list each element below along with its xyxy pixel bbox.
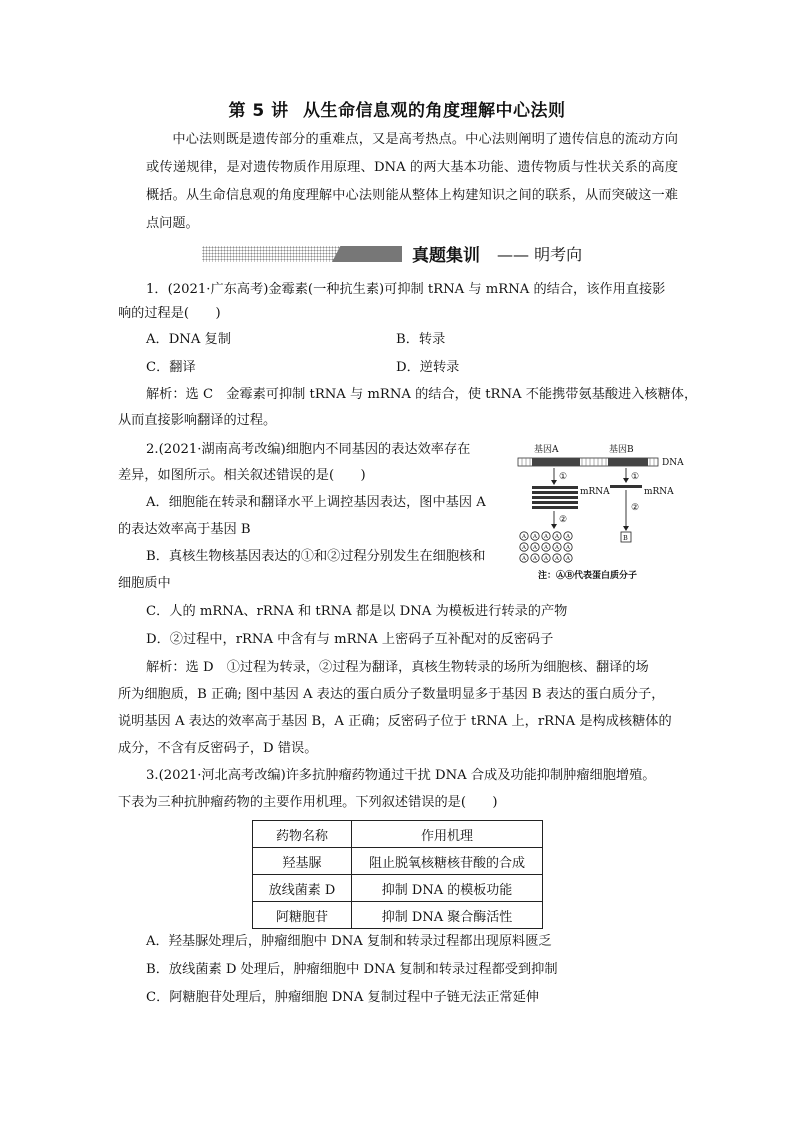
banner-label: 真题集训 <box>412 246 480 266</box>
svg-text:A: A <box>566 556 570 562</box>
q3-stem-line2: 下表为三种抗肿瘤药物的主要作用机理。下列叙述错误的是( ) <box>118 795 498 810</box>
gene-a-label: 基因A <box>534 445 559 455</box>
svg-text:A: A <box>533 556 537 562</box>
gene-b-label: 基因B <box>609 445 634 455</box>
dna-strand <box>518 458 658 466</box>
page-title <box>0 96 794 121</box>
q3-stem-line1: 3.(2021·河北高考改编)许多抗肿瘤药物通过干扰 DNA 合成及功能抑制肿瘤细胞增殖。 <box>146 768 656 783</box>
lecture-number: 第 5 讲 <box>228 101 289 121</box>
svg-text:A: A <box>544 545 548 551</box>
gene-expression-diagram <box>514 438 686 598</box>
arrowhead-b-1 <box>623 478 629 483</box>
banner-dots-decoration <box>202 246 340 262</box>
svg-text:A: A <box>544 556 548 562</box>
step-2-label-b: ② <box>631 503 640 513</box>
q1-stem-line1: 1．(2021·广东高考)金霉素(一种抗生素)可抑制 tRNA 与 mRNA 的结合，该作用直接影 <box>146 282 666 297</box>
q2-answer-line2: 所为细胞质，B 正确; 图中基因 A 表达的蛋白质分子数量明显多于基因 B 表达的蛋白质分子， <box>118 687 665 702</box>
q3-option-b: B．放线菌素 D 处理后，肿瘤细胞中 DNA 复制和转录过程都受到抑制 <box>146 962 558 977</box>
svg-text:A: A <box>533 545 537 551</box>
mrna-stack-a <box>532 486 578 509</box>
q1-answer-line1: 解析：选 C 金霉素可抑制 tRNA 与 mRNA 的结合，使 tRNA 不能携带氨基酸进入核糖体， <box>146 387 698 402</box>
q1-option-d: D．逆转录 <box>396 360 460 375</box>
banner-sub: —— 明考向 <box>497 245 583 264</box>
svg-text:A: A <box>555 534 559 540</box>
mrna-b <box>610 485 642 488</box>
table-cell: 羟基脲 <box>253 848 352 875</box>
q2-option-c: C．人的 mRNA、rRNA 和 tRNA 都是以 DNA 为模板进行转录的产物 <box>146 604 568 619</box>
svg-text:A: A <box>555 556 559 562</box>
table-row <box>253 902 543 929</box>
table-row <box>253 848 543 875</box>
drug-table <box>252 820 543 929</box>
table-cell: 抑制 DNA 的模板功能 <box>352 875 543 902</box>
arrowhead-b-2 <box>623 526 629 531</box>
table-header-mechanism: 作用机理 <box>352 821 543 848</box>
table-cell: 放线菌素 D <box>253 875 352 902</box>
arrowhead-a-1 <box>551 480 557 485</box>
intro-paragraph: 中心法则既是遗传部分的重难点，又是高考热点。中心法则阐明了遗传信息的流动方向或传递规律，是对遗传物质作用原理、DNA 的两大基本功能、遗传物质与性状关系的高度概括。从生命信息观的角度理解中心法则能从整体上构建知识之间的联系，从而突破这一难点问题。 <box>146 132 678 231</box>
arrowhead-a-2 <box>551 524 557 529</box>
svg-text:A: A <box>566 545 570 551</box>
table-header-drug: 药物名称 <box>253 821 352 848</box>
q2-option-b-line2: 细胞质中 <box>118 576 171 591</box>
svg-text:A: A <box>522 556 526 562</box>
svg-text:A: A <box>522 534 526 540</box>
mrna-label-b: mRNA <box>644 487 674 497</box>
svg-text:A: A <box>522 545 526 551</box>
q2-answer-line4: 成分，不含有反密码子，D 错误。 <box>118 741 318 756</box>
q1-option-c: C．翻译 <box>146 360 196 375</box>
step-2-label-a: ② <box>559 515 568 525</box>
table-row <box>253 875 543 902</box>
q1-answer-line2: 从而直接影响翻译的过程。 <box>118 413 277 428</box>
figure-note: 注：ⒶⒷ代表蛋白质分子 <box>538 571 638 581</box>
q1-option-a: A．DNA 复制 <box>146 332 231 347</box>
svg-text:A: A <box>555 545 559 551</box>
table-header-row <box>253 821 543 848</box>
section-banner <box>202 240 622 270</box>
table-cell: 阻止脱氧核糖核苷酸的合成 <box>352 848 543 875</box>
q1-option-b: B．转录 <box>396 332 446 347</box>
q2-option-d: D．②过程中，rRNA 中含有与 mRNA 上密码子互补配对的反密码子 <box>146 632 554 647</box>
dna-label: DNA <box>662 458 684 468</box>
svg-text:A: A <box>566 534 570 540</box>
protein-b-letter: B <box>623 534 628 542</box>
q2-option-a-line2: 的表达效率高于基因 B <box>118 522 251 537</box>
q2-answer-line1: 解析：选 D ①过程为转录，②过程为翻译，真核生物转录的场所为细胞核、翻译的场 <box>146 660 649 675</box>
mrna-label-a: mRNA <box>580 487 610 497</box>
q2-answer-line3: 说明基因 A 表达的效率高于基因 B，A 正确；反密码子位于 tRNA 上，rRNA 是构成核糖体的 <box>118 714 672 729</box>
table-cell: 阿糖胞苷 <box>253 902 352 929</box>
q2-stem-line2: 差异，如图所示。相关叙述错误的是( ) <box>118 468 366 483</box>
q3-option-c: C．阿糖胞苷处理后，肿瘤细胞 DNA 复制过程中子链无法正常延伸 <box>146 990 539 1005</box>
q1-stem-line2: 响的过程是( ) <box>118 306 221 321</box>
lecture-title: 从生命信息观的角度理解中心法则 <box>303 101 566 121</box>
gene-expression-figure <box>514 438 686 598</box>
step-1-label-a: ① <box>559 472 568 482</box>
q2-option-b-line1: B．真核生物核基因表达的①和②过程分别发生在细胞核和 <box>146 549 486 564</box>
banner-bar-decoration <box>332 246 402 262</box>
q3-option-a: A．羟基脲处理后，肿瘤细胞中 DNA 复制和转录过程都出现原料匮乏 <box>146 934 552 949</box>
table-cell: 抑制 DNA 聚合酶活性 <box>352 902 543 929</box>
svg-text:A: A <box>533 534 537 540</box>
step-1-label-b: ① <box>631 472 640 482</box>
q2-stem-line1: 2.(2021·湖南高考改编)细胞内不同基因的表达效率存在 <box>146 442 471 457</box>
svg-text:A: A <box>544 534 548 540</box>
q2-option-a-line1: A．细胞能在转录和翻译水平上调控基因表达，图中基因 A <box>146 495 486 510</box>
